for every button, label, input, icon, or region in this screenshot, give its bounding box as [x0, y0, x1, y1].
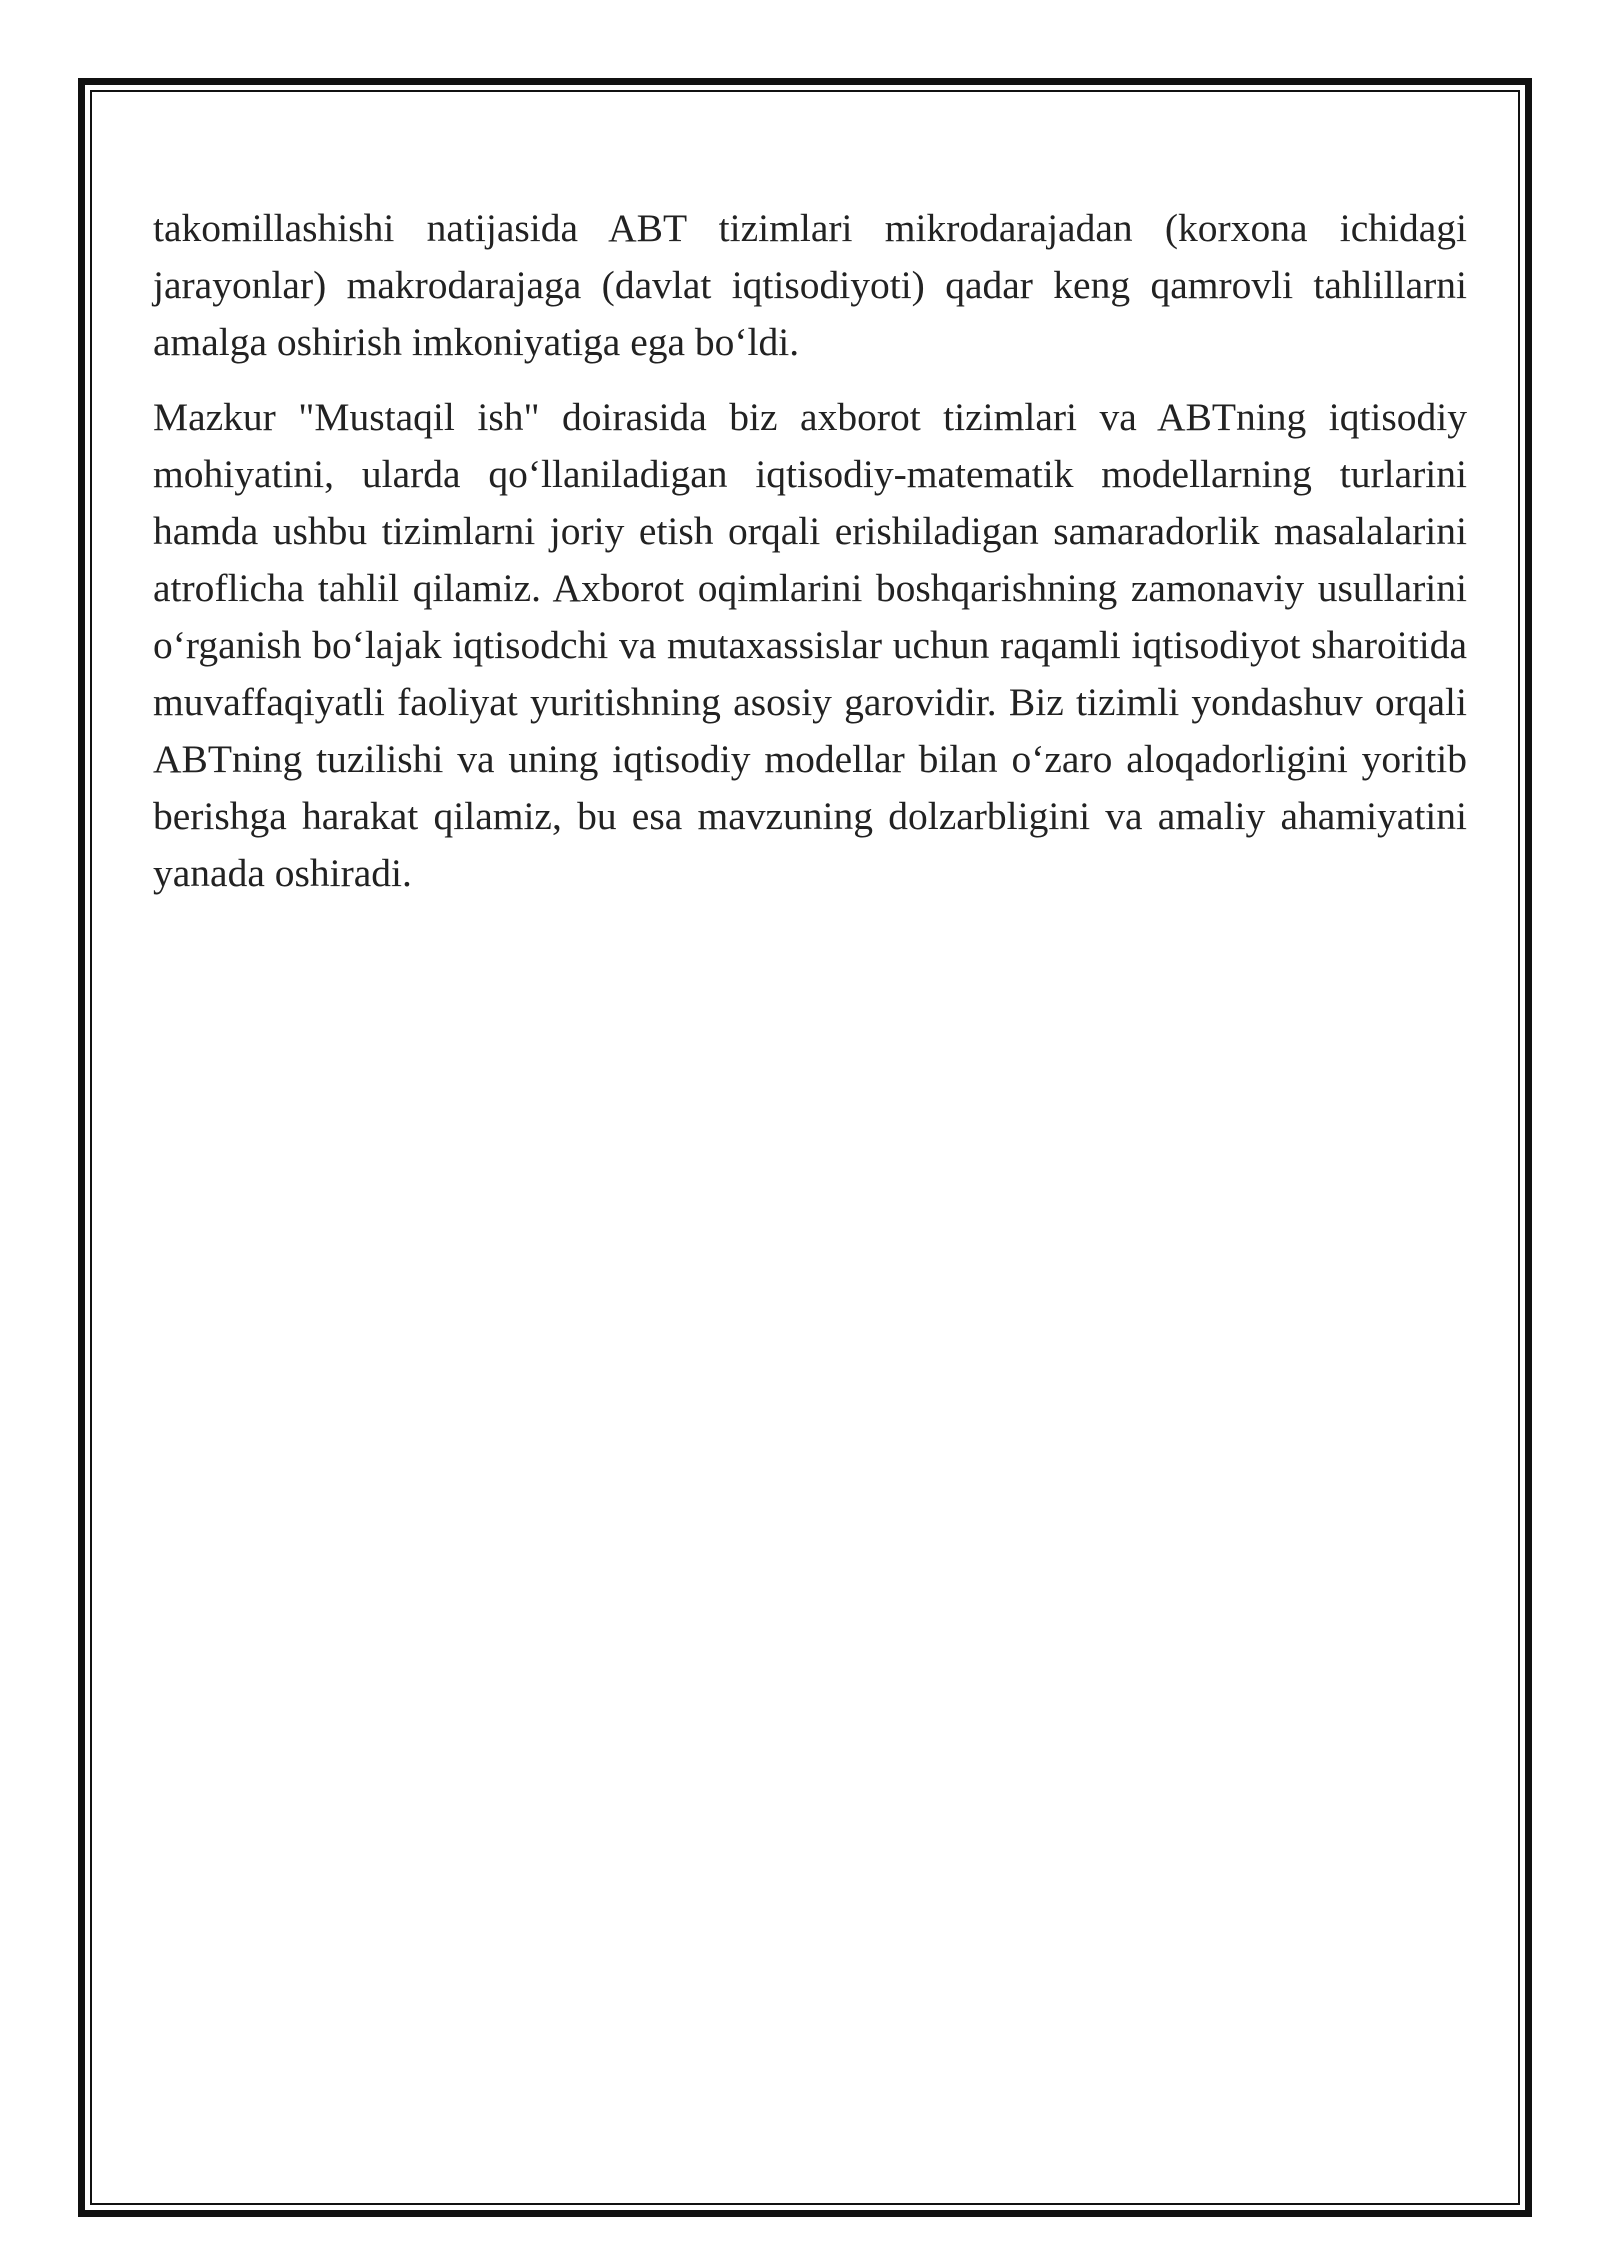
paragraph-continuation: takomillashishi natijasida ABT tizimlari mikrodarajadan (korxona ichidagi jarayonlar) makrodarajaga (davlat iqtisodiyoti) qadar keng qamrovli tahlillarni amalga oshirish imkoniyatiga ega bo‘ldi. — [153, 206, 1467, 364]
paragraph-introduction: Mazkur "Mustaqil ish" doirasida biz axborot tizimlari va ABTning iqtisodiy mohiyatini, ularda qo‘llaniladigan iqtisodiy-matematik modellarning turlarini hamda ushbu tizimlarni joriy etish orqali erishiladigan samaradorlik masalalarini atroflicha tahlil qilamiz. Axborot oqimlarini boshqarishning zamonaviy usullarini o‘rganish bo‘lajak iqtisodchi va mutaxassislar uchun raqamli iqtisodiyot sharoitida muvaffaqiyatli faoliyat yuritishning asosiy garovidir. Biz tizimli yondashuv orqali ABTning tuzilishi va uning iqtisodiy modellar bilan o‘zaro aloqadorligini yoritib berishga harakat qilamiz, bu esa mavzuning dolzarbligini va amaliy ahamiyatini yanada oshiradi. — [153, 395, 1467, 895]
document-body — [153, 200, 1467, 902]
